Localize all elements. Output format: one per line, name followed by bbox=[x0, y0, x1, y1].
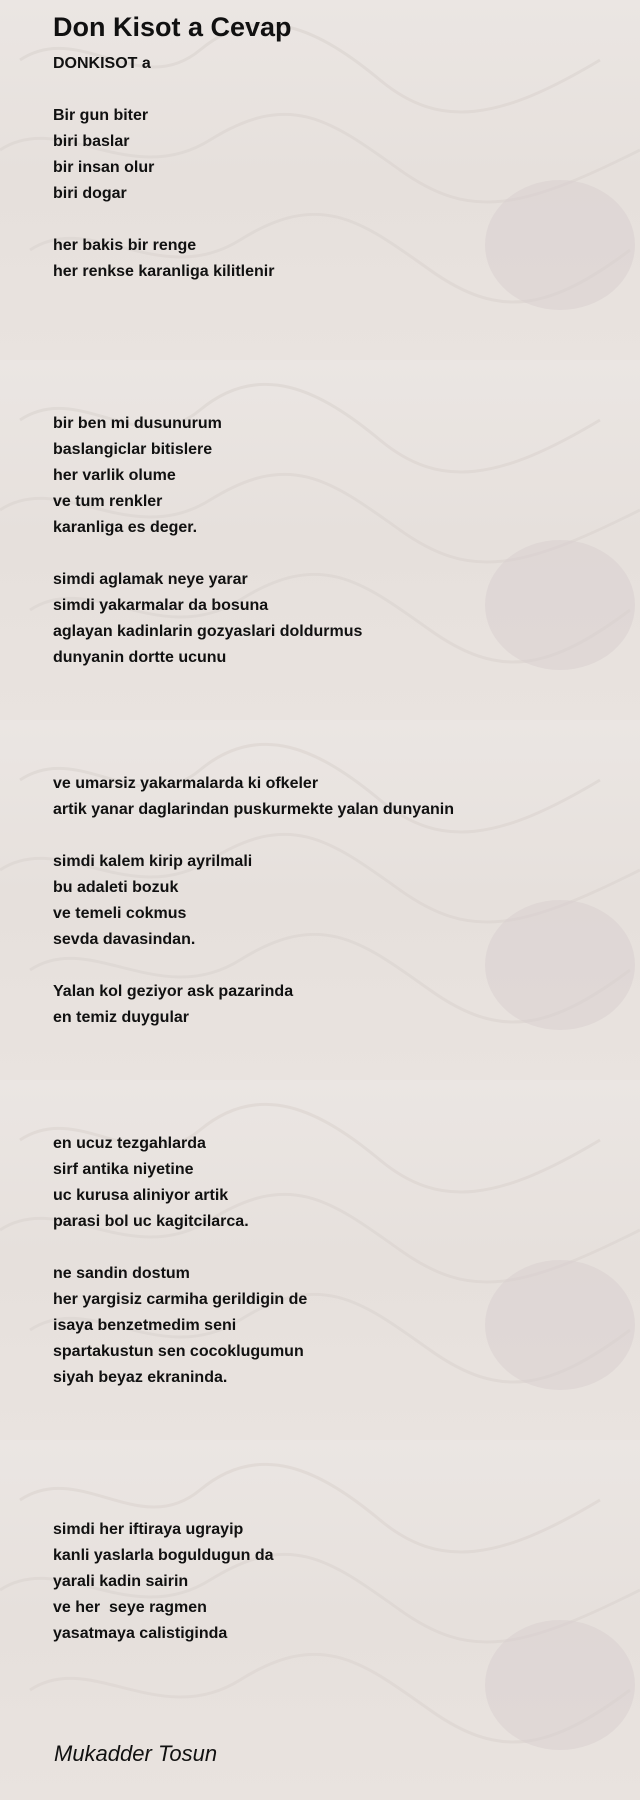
poem-line: uc kurusa aliniyor artik bbox=[53, 1187, 229, 1204]
poem-line: kanli yaslarla boguldugun da bbox=[53, 1547, 274, 1564]
poem-author: Mukadder Tosun bbox=[54, 1741, 218, 1766]
poem-line: simdi aglamak neye yarar bbox=[53, 571, 248, 588]
poem-line: her renkse karanliga kilitlenir bbox=[53, 263, 275, 280]
poem-line: ve tum renkler bbox=[53, 493, 163, 510]
ink-blot bbox=[485, 540, 635, 670]
poem-line: biri dogar bbox=[53, 185, 127, 202]
ink-blot bbox=[485, 1260, 635, 1390]
poem-line: her yargisiz carmiha gerildigin de bbox=[53, 1291, 308, 1308]
poem-line: her varlik olume bbox=[53, 467, 176, 484]
poem-line: Bir gun biter bbox=[53, 107, 149, 124]
poem-line: bir insan olur bbox=[53, 159, 155, 176]
poem-line: her bakis bir renge bbox=[53, 237, 197, 254]
poem-line: Yalan kol geziyor ask pazarinda bbox=[53, 983, 294, 1000]
poem-line: dunyanin dortte ucunu bbox=[53, 649, 227, 666]
poem-line: yarali kadin sairin bbox=[53, 1573, 189, 1590]
poem-line: simdi her iftiraya ugrayip bbox=[53, 1521, 244, 1538]
poem-line: artik yanar daglarindan puskurmekte yalan dunyanin bbox=[53, 801, 455, 818]
poem-line: simdi kalem kirip ayrilmali bbox=[53, 853, 253, 870]
poem-line: yasatmaya calistiginda bbox=[53, 1625, 228, 1642]
poem-line: sevda davasindan. bbox=[53, 931, 196, 948]
poem-line: ve umarsiz yakarmalarda ki ofkeler bbox=[53, 775, 319, 792]
poem-line: bu adaleti bozuk bbox=[53, 879, 179, 896]
poem-line: ve her seye ragmen bbox=[53, 1599, 207, 1616]
poem-line: simdi yakarmalar da bosuna bbox=[53, 597, 269, 614]
ink-blot bbox=[485, 900, 635, 1030]
poem-title: Don Kisot a Cevap bbox=[53, 12, 292, 42]
poem-line: karanliga es deger. bbox=[53, 519, 198, 536]
poem-line: bir ben mi dusunurum bbox=[53, 415, 222, 432]
poem-line: aglayan kadinlarin gozyaslari doldurmus bbox=[53, 623, 363, 640]
poem-line: isaya benzetmedim seni bbox=[53, 1317, 237, 1334]
poem-subtitle: DONKISOT a bbox=[53, 55, 151, 72]
poem-line: en ucuz tezgahlarda bbox=[53, 1135, 206, 1152]
poem-line: en temiz duygular bbox=[53, 1009, 190, 1026]
poem-line: ve temeli cokmus bbox=[53, 905, 187, 922]
poem-line: ne sandin dostum bbox=[53, 1265, 190, 1282]
poem-line: siyah beyaz ekraninda. bbox=[53, 1369, 228, 1386]
ink-blot bbox=[485, 1620, 635, 1750]
poem-line: sirf antika niyetine bbox=[53, 1161, 194, 1178]
poem-line: spartakustun sen cocoklugumun bbox=[53, 1343, 304, 1360]
poem-line: biri baslar bbox=[53, 133, 130, 150]
poem-line: baslangiclar bitislere bbox=[53, 441, 213, 458]
ink-blot bbox=[485, 180, 635, 310]
poem-line: parasi bol uc kagitcilarca. bbox=[53, 1213, 249, 1230]
